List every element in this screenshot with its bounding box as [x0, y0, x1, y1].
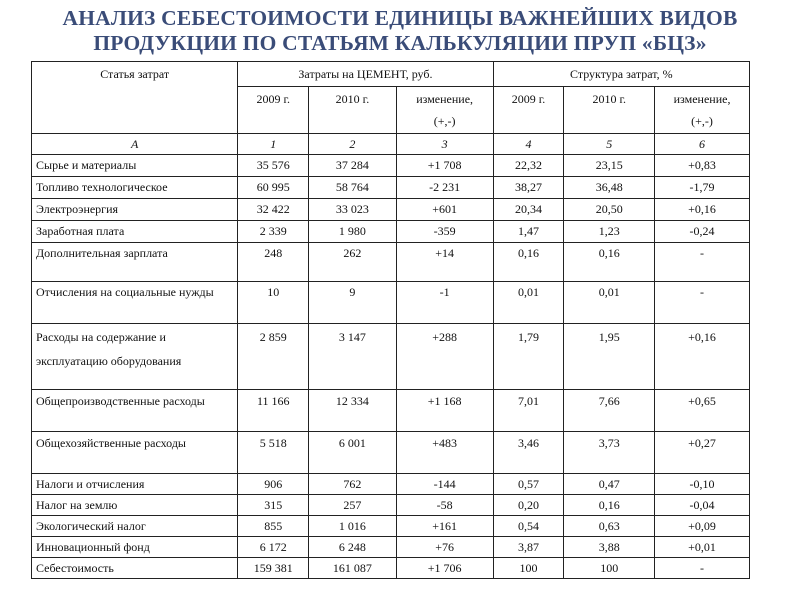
row-name: Сырье и материалы: [32, 155, 238, 177]
row-name: Себестоимость: [32, 558, 238, 579]
share-change: +0,16: [655, 324, 750, 390]
header-costs-change-label: изменение,: [416, 92, 474, 106]
share-change: +0,83: [655, 155, 750, 177]
share-2009: 0,57: [493, 474, 564, 495]
cost-2009: 10: [238, 282, 309, 324]
cost-2009: 248: [238, 243, 309, 282]
cost-2010: 9: [309, 282, 397, 324]
row-name: Дополнительная зарплата: [32, 243, 238, 282]
share-change: -0,10: [655, 474, 750, 495]
header-structure-change: [655, 87, 750, 134]
row-name: Расходы на содержание и эксплуатацию оборудования: [32, 324, 238, 390]
cost-2010: 3 147: [309, 324, 397, 390]
cost-2010: 37 284: [309, 155, 397, 177]
row-name: Электроэнергия: [32, 199, 238, 221]
table-row: [32, 155, 750, 177]
share-2009: 1,79: [493, 324, 564, 390]
cost-change: -1: [396, 282, 493, 324]
table-row: [32, 516, 750, 537]
header-structure-2010: 2010 г.: [564, 87, 655, 134]
cost-2010: 12 334: [309, 390, 397, 432]
share-2010: 3,88: [564, 537, 655, 558]
cost-change: +1 708: [396, 155, 493, 177]
share-2009: 3,46: [493, 432, 564, 474]
share-2010: 0,47: [564, 474, 655, 495]
cost-2009: 5 518: [238, 432, 309, 474]
share-change: +0,27: [655, 432, 750, 474]
header-item: Статья затрат: [32, 62, 238, 134]
share-2009: 1,47: [493, 221, 564, 243]
header-structure-2009: 2009 г.: [493, 87, 564, 134]
cost-change: +76: [396, 537, 493, 558]
title-line-2: ПРОДУКЦИИ ПО СТАТЬЯМ КАЛЬКУЛЯЦИИ ПРУП «БЦЗ»: [93, 31, 707, 55]
cost-change: -2 231: [396, 177, 493, 199]
cost-change: +483: [396, 432, 493, 474]
cost-analysis-table: [31, 61, 750, 579]
share-2010: 23,15: [564, 155, 655, 177]
share-2010: 100: [564, 558, 655, 579]
share-2009: 0,01: [493, 282, 564, 324]
share-change: +0,01: [655, 537, 750, 558]
cost-2009: 11 166: [238, 390, 309, 432]
row-name: Экологический налог: [32, 516, 238, 537]
cost-2010: 262: [309, 243, 397, 282]
cost-2009: 315: [238, 495, 309, 516]
table-row: [32, 537, 750, 558]
header-row-1: [32, 62, 750, 87]
cost-2010: 33 023: [309, 199, 397, 221]
header-structure: Структура затрат, %: [493, 62, 749, 87]
share-change: -1,79: [655, 177, 750, 199]
row-name: Налоги и отчисления: [32, 474, 238, 495]
cost-2009: 35 576: [238, 155, 309, 177]
table-row: [32, 432, 750, 474]
title-line-1: АНАЛИЗ СЕБЕСТОИМОСТИ ЕДИНИЦЫ ВАЖНЕЙШИХ ВИДОВ: [62, 6, 738, 30]
cost-2009: 159 381: [238, 558, 309, 579]
header-costs-2010: 2010 г.: [309, 87, 397, 134]
share-2010: 0,63: [564, 516, 655, 537]
index-row: [32, 134, 750, 155]
table-row: [32, 282, 750, 324]
share-2009: 20,34: [493, 199, 564, 221]
share-2010: 3,73: [564, 432, 655, 474]
share-change: +0,16: [655, 199, 750, 221]
cost-2010: 161 087: [309, 558, 397, 579]
index-cell: 3: [396, 134, 493, 155]
share-2009: 22,32: [493, 155, 564, 177]
table-row: [32, 390, 750, 432]
page-title: [0, 6, 800, 56]
cost-2009: 906: [238, 474, 309, 495]
share-change: -0,04: [655, 495, 750, 516]
share-change: +0,65: [655, 390, 750, 432]
share-2009: 0,20: [493, 495, 564, 516]
row-name: Топливо технологическое: [32, 177, 238, 199]
cost-2009: 2 859: [238, 324, 309, 390]
share-2009: 100: [493, 558, 564, 579]
cost-change: +1 168: [396, 390, 493, 432]
index-cell: 6: [655, 134, 750, 155]
share-2010: 1,95: [564, 324, 655, 390]
share-2010: 7,66: [564, 390, 655, 432]
share-2010: 20,50: [564, 199, 655, 221]
cost-2009: 32 422: [238, 199, 309, 221]
share-2010: 0,16: [564, 495, 655, 516]
total-row: [32, 558, 750, 579]
table-row: [32, 324, 750, 390]
row-name: Общехозяйственные расходы: [32, 432, 238, 474]
index-cell: 4: [493, 134, 564, 155]
row-name: Заработная плата: [32, 221, 238, 243]
cost-2010: 762: [309, 474, 397, 495]
cost-2010: 6 248: [309, 537, 397, 558]
cost-2010: 58 764: [309, 177, 397, 199]
share-change: -: [655, 282, 750, 324]
index-cell: А: [32, 134, 238, 155]
row-name: Общепроизводственные расходы: [32, 390, 238, 432]
cost-2009: 60 995: [238, 177, 309, 199]
share-2010: 0,01: [564, 282, 655, 324]
cost-2009: 2 339: [238, 221, 309, 243]
index-cell: 5: [564, 134, 655, 155]
table-row: [32, 495, 750, 516]
share-2009: 0,16: [493, 243, 564, 282]
index-cell: 2: [309, 134, 397, 155]
share-2010: 36,48: [564, 177, 655, 199]
cost-change: -359: [396, 221, 493, 243]
table-row: [32, 474, 750, 495]
share-change: -: [655, 243, 750, 282]
header-costs: Затраты на ЦЕМЕНТ, руб.: [238, 62, 493, 87]
share-2010: 1,23: [564, 221, 655, 243]
table-row: [32, 243, 750, 282]
cost-change: +601: [396, 199, 493, 221]
share-change: +0,09: [655, 516, 750, 537]
header-costs-change: [396, 87, 493, 134]
row-name: Отчисления на социальные нужды: [32, 282, 238, 324]
share-2009: 3,87: [493, 537, 564, 558]
share-change: -: [655, 558, 750, 579]
share-2009: 0,54: [493, 516, 564, 537]
header-structure-change-sign: (+,-): [691, 114, 713, 128]
share-change: -0,24: [655, 221, 750, 243]
cost-change: +1 706: [396, 558, 493, 579]
share-2009: 38,27: [493, 177, 564, 199]
share-2010: 0,16: [564, 243, 655, 282]
share-2009: 7,01: [493, 390, 564, 432]
header-costs-2009: 2009 г.: [238, 87, 309, 134]
cost-2009: 6 172: [238, 537, 309, 558]
cost-2010: 257: [309, 495, 397, 516]
header-costs-change-sign: (+,-): [433, 114, 456, 128]
cost-2009: 855: [238, 516, 309, 537]
cost-change: +14: [396, 243, 493, 282]
cost-2010: 1 016: [309, 516, 397, 537]
table-row: [32, 199, 750, 221]
cost-change: +288: [396, 324, 493, 390]
index-cell: 1: [238, 134, 309, 155]
cost-change: -58: [396, 495, 493, 516]
cost-change: +161: [396, 516, 493, 537]
cost-change: -144: [396, 474, 493, 495]
table-row: [32, 177, 750, 199]
row-name: Налог на землю: [32, 495, 238, 516]
cost-2010: 1 980: [309, 221, 397, 243]
table-row: [32, 221, 750, 243]
cost-2010: 6 001: [309, 432, 397, 474]
header-structure-change-label: изменение,: [673, 92, 731, 106]
row-name: Инновационный фонд: [32, 537, 238, 558]
